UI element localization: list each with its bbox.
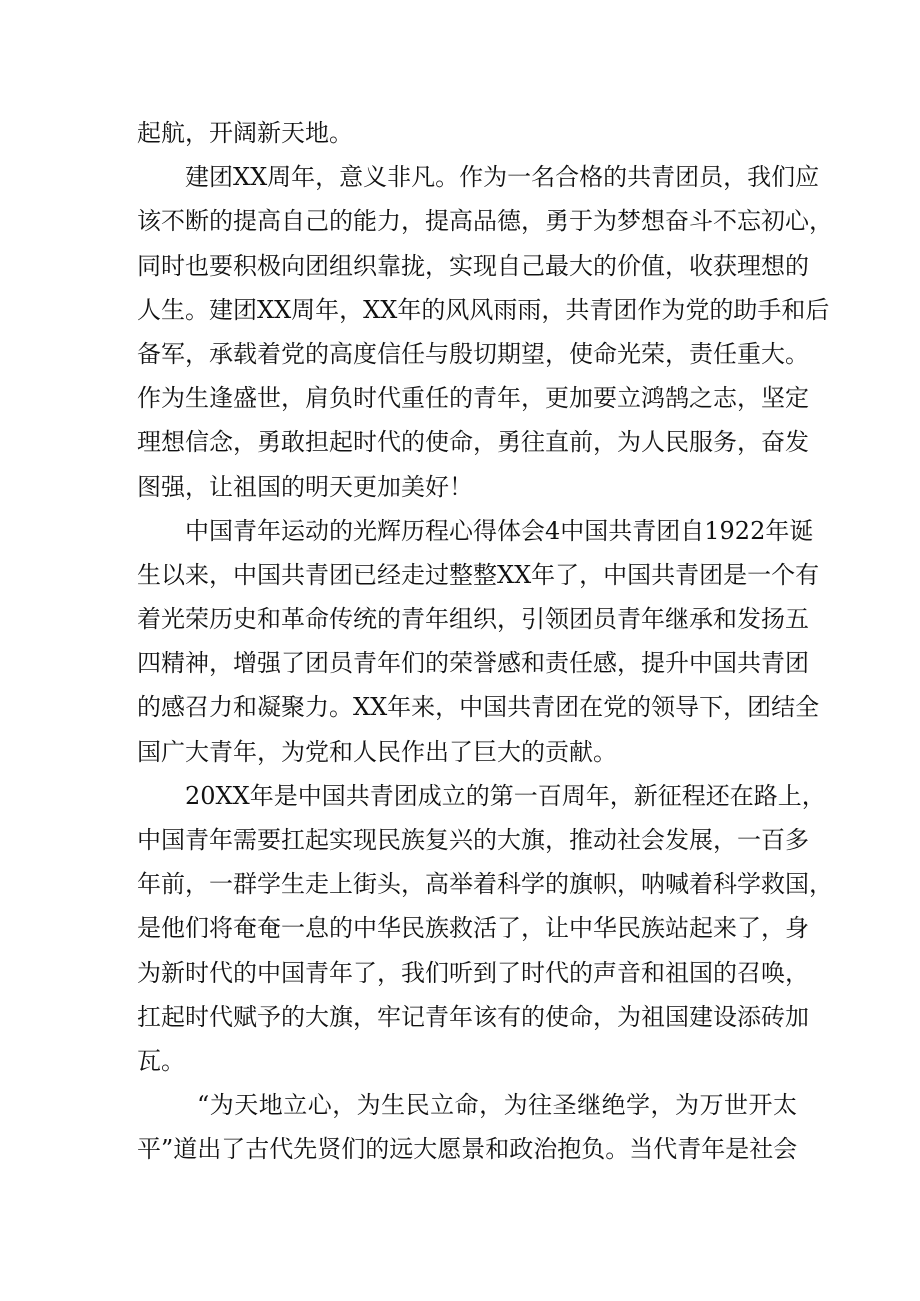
- paragraph: [137, 509, 820, 774]
- text-line: 为新时代的中国青年了，我们听到了时代的声音和祖国的召唤，: [137, 958, 809, 987]
- text-line: 瓦。: [137, 1046, 185, 1075]
- text-line: 人生。建团XX周年，XX年的风风雨雨，共青团作为党的助手和后: [137, 295, 830, 324]
- text-line: 起航，开阔新天地。: [137, 119, 353, 147]
- paragraph: [137, 111, 797, 155]
- paragraph: [137, 155, 833, 509]
- text-line: 该不断的提高自己的能力，提高品德，勇于为梦想奋斗不忘初心，: [137, 207, 833, 236]
- text-line: 扛起时代赋予的大旗，牢记青年该有的使命，为祖国建设添砖加: [137, 1002, 809, 1031]
- text-line: 备军，承载着党的高度信任与殷切期望，使命光荣，责任重大。: [137, 339, 809, 368]
- text-line: 四精神，增强了团员青年们的荣誉感和责任感，提升中国共青团: [137, 649, 809, 678]
- text-line: 国广大青年，为党和人民作出了巨大的贡献。: [137, 737, 617, 766]
- text-line: 着光荣历史和革命传统的青年组织，引领团员青年继承和发扬五: [137, 605, 809, 634]
- paragraph: [137, 774, 833, 1083]
- text-line: 图强，让祖国的明天更加美好！: [137, 472, 473, 501]
- text-line: 生以来，中国共青团已经走过整整XX年了，中国共青团是一个有: [137, 560, 820, 589]
- text-line: 理想信念，勇敢担起时代的使命，勇往直前，为人民服务，奋发: [137, 428, 809, 457]
- text-line: 中国青年运动的光辉历程心得体会4中国共青团自1922年诞: [185, 516, 814, 545]
- text-line: “为天地立心，为生民立命，为往圣继绝学，为万世开太: [197, 1091, 797, 1120]
- text-line: 作为生逢盛世，肩负时代重任的青年，更加要立鸿鹄之志，坚定: [137, 384, 809, 413]
- text-line: 平”道出了古代先贤们的远大愿景和政治抱负。当代青年是社会: [137, 1135, 798, 1164]
- text-line: 中国青年需要扛起实现民族复兴的大旗，推动社会发展，一百多: [137, 826, 809, 854]
- text-line: 的感召力和凝聚力。XX年来，中国共青团在党的领导下，团结全: [137, 693, 820, 722]
- document-body: [137, 111, 833, 1172]
- text-line: 20XX年是中国共青团成立的第一百周年，新征程还在路上，: [185, 781, 826, 810]
- paragraph: [137, 1083, 797, 1171]
- text-line: 建团XX周年，意义非凡。作为一名合格的共青团员，我们应: [185, 163, 820, 192]
- text-line: 年前，一群学生走上街头，高举着科学的旗帜，呐喊着科学救国，: [137, 870, 833, 899]
- text-line: 是他们将奄奄一息的中华民族救活了，让中华民族站起来了，身: [137, 914, 809, 943]
- text-line: 同时也要积极向团组织靠拢，实现自己最大的价值，收获理想的: [137, 251, 809, 280]
